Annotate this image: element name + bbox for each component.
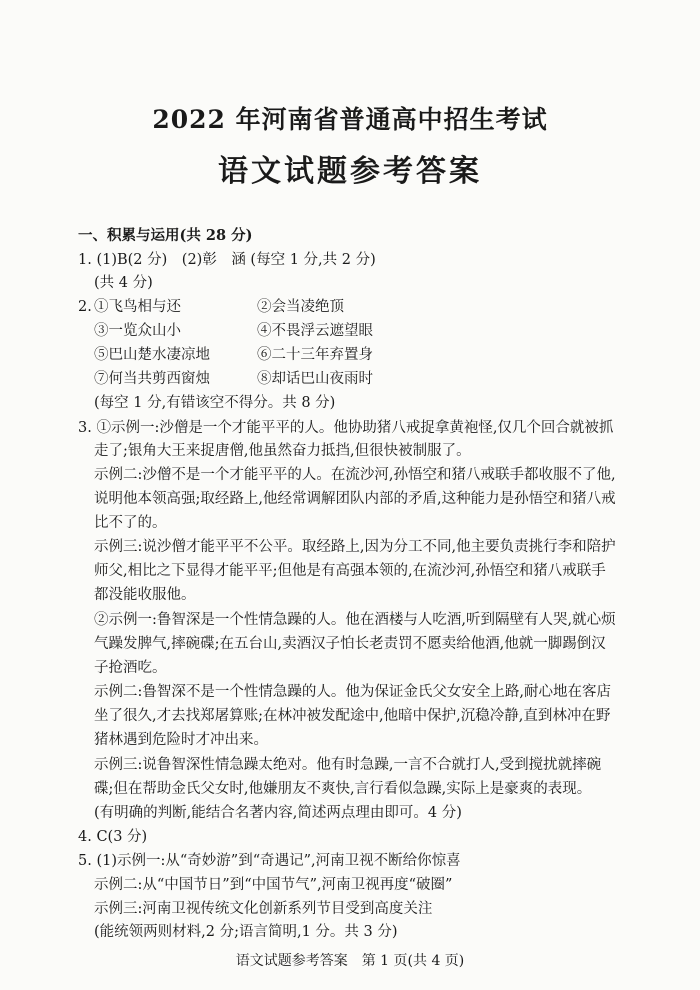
q4-answer: 4. C(3 分)	[78, 829, 148, 845]
q3-line: 坐了很久,才去找郑屠算账;在林冲被发配途中,他暗中保护,沉稳冷静,直到林冲在野	[94, 708, 611, 724]
q5-line: 5. (1)示例一:从“奇妙游”到“奇遇记”,河南卫视不断给你惊喜	[78, 853, 461, 869]
section-heading: 一、积累与运用(共 28 分)	[78, 227, 253, 244]
q2-item: ④不畏浮云遮望眼	[257, 323, 373, 339]
q2-item: ⑦何当共剪西窗烛	[94, 371, 210, 387]
q3-line: 猪林遇到危险时才冲出来。	[94, 732, 268, 748]
q2-item: ①飞鸟相与还	[94, 299, 181, 315]
q3-line: 碟;但在帮助金氏父女时,他嫌朋友不爽快,言行看似急躁,实际上是豪爽的表现。	[94, 781, 592, 797]
q3-line: 走了;银角大王来捉唐僧,他虽然奋力抵挡,但很快被制服了。	[94, 443, 471, 459]
q3-line: 师父,相比之下显得才能平平;但他是有高强本领的,在流沙河,孙悟空和猪八戒联手	[94, 563, 606, 579]
q3-line: 示例二:鲁智深不是一个性情急躁的人。他为保证金氏父女安全上路,耐心地在客店	[94, 684, 611, 700]
q2-item: ②会当凌绝顶	[257, 299, 344, 315]
q3-line: 都没能收服他。	[94, 587, 196, 603]
q2-item: ⑧却话巴山夜雨时	[257, 371, 373, 387]
q2-item: ③一览众山小	[94, 323, 181, 339]
q3-line: 说明他本领高强;取经路上,他经常调解团队内部的矛盾,这种能力是孙悟空和猪八戒	[94, 491, 616, 507]
q2-number: 2.	[78, 299, 92, 315]
q2-item: ⑥二十三年弃置身	[257, 347, 373, 363]
q2-item: ⑤巴山楚水凄凉地	[94, 347, 210, 363]
q5-line: (能统领两则材料,2 分;语言简明,1 分。共 3 分)	[94, 924, 398, 940]
answer-key-title: 语文试题参考答案	[218, 154, 482, 189]
q3-line: (有明确的判断,能结合名著内容,简述两点理由即可。4 分)	[94, 805, 462, 821]
q3-line: 子抢酒吃。	[94, 660, 167, 676]
page-footer: 语文试题参考答案 第 1 页(共 4 页)	[235, 953, 465, 969]
q3-line: 示例三:说鲁智深性情急躁太绝对。他有时急躁,一言不合就打人,受到搅扰就摔碗	[94, 757, 602, 773]
q3-line: ②示例一:鲁智深是一个性情急躁的人。他在酒楼与人吃酒,听到隔壁有人哭,就心烦	[94, 612, 616, 628]
q3-line: 示例三:说沙僧才能平平不公平。取经路上,因为分工不同,他主要负责挑行李和陪护	[94, 539, 616, 555]
q3-line: 比不了的。	[94, 515, 167, 531]
q5-line: 示例二:从“中国节日”到“中国节气”,河南卫视再度“破圈”	[94, 877, 453, 893]
q3-line: 3. ①示例一:沙僧是一个才能平平的人。他协助猪八戒捉拿黄袍怪,仅几个回合就被抓	[78, 420, 614, 436]
q2-note: (每空 1 分,有错该空不得分。共 8 分)	[94, 395, 336, 411]
q1-total: (共 4 分)	[94, 275, 153, 291]
q3-line: 示例二:沙僧不是一个才能平平的人。在流沙河,孙悟空和猪八戒联手都收服不了他,	[94, 467, 616, 483]
exam-title: 2022 年河南省普通高中招生考试	[152, 105, 548, 134]
q3-line: 气躁发脾气,摔碗碟;在五台山,卖酒汉子怕长老责罚不愿卖给他酒,他就一脚踢倒汉	[94, 636, 606, 652]
q5-line: 示例三:河南卫视传统文化创新系列节目受到高度关注	[94, 901, 433, 917]
q1-answer: 1. (1)B(2 分) (2)彰 涵 (每空 1 分,共 2 分)	[78, 252, 376, 268]
